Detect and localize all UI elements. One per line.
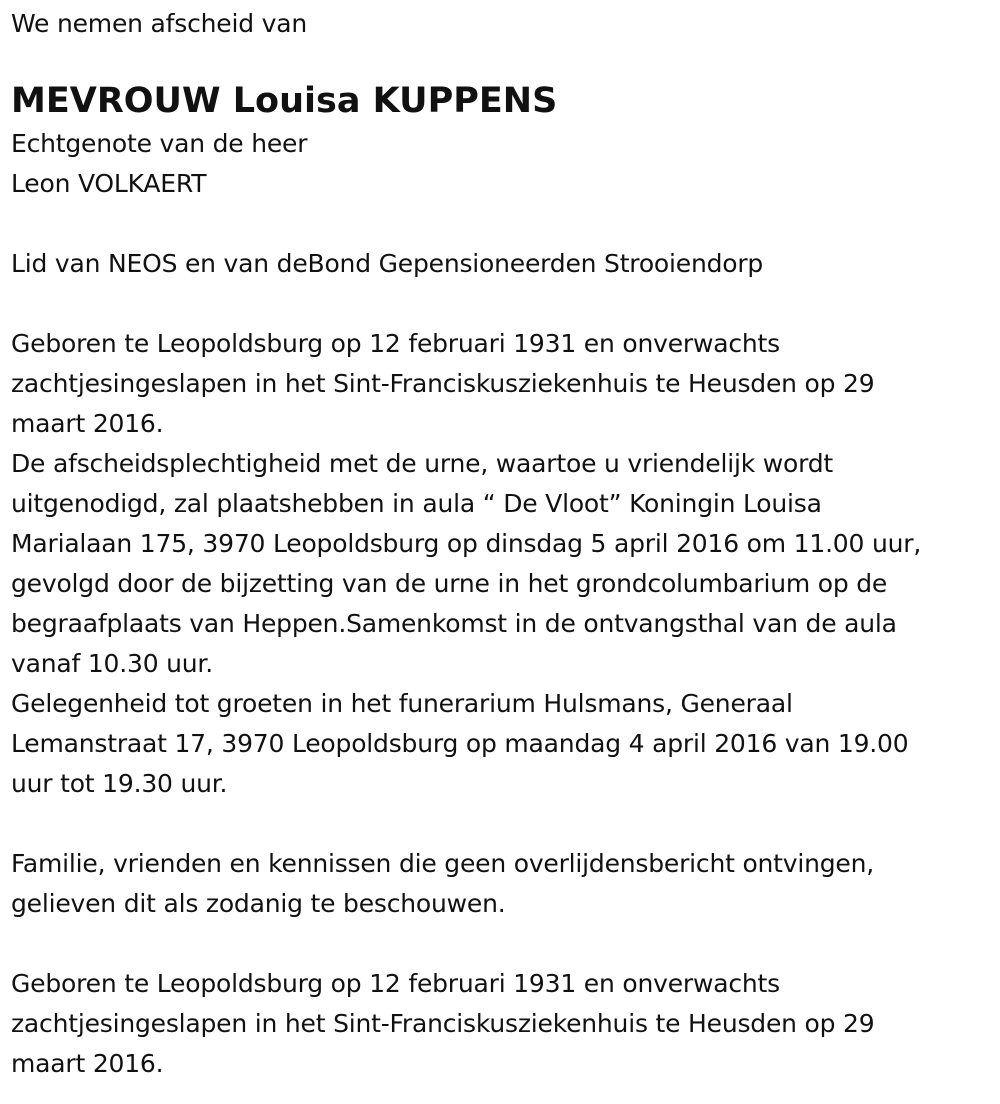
paragraph-line: uitgenodigd, zal plaatshebben in aula “ De Vloot” Koningin Louisa: [11, 489, 822, 518]
birth-repeat-line: zachtjesingeslapen in het Sint-Franciskusziekenhuis te Heusden op 29: [11, 1009, 875, 1038]
birth-repeat-line: maart 2016.: [11, 1049, 164, 1078]
deceased-name: MEVROUW Louisa KUPPENS: [11, 81, 558, 121]
family-note-line: Familie, vrienden en kennissen die geen overlijdensbericht ontvingen,: [11, 849, 875, 878]
intro-text: We nemen afscheid van: [11, 9, 307, 38]
spacer: [11, 804, 991, 844]
spacer: [11, 284, 991, 324]
paragraph-line: Marialaan 175, 3970 Leopoldsburg op dinsdag 5 april 2016 om 11.00 uur,: [11, 529, 922, 558]
birth-repeat-line: Geboren te Leopoldsburg op 12 februari 1931 en onverwachts: [11, 969, 780, 998]
family-note-line: gelieven dit als zodanig te beschouwen.: [11, 889, 506, 918]
spacer: [11, 924, 991, 964]
birth-repeat-paragraph: [11, 964, 991, 1084]
paragraph-line: Lemanstraat 17, 3970 Leopoldsburg op maandag 4 april 2016 van 19.00: [11, 729, 909, 758]
obituary-page: [11, 4, 991, 1084]
paragraph-line: gevolgd door de bijzetting van de urne in het grondcolumbarium op de: [11, 569, 888, 598]
paragraph-line: uur tot 19.30 uur.: [11, 769, 228, 798]
paragraph-line: vanaf 10.30 uur.: [11, 649, 213, 678]
family-note: [11, 844, 991, 924]
paragraph-line: maart 2016.: [11, 409, 164, 438]
paragraph-line: De afscheidsplechtigheid met de urne, waartoe u vriendelijk wordt: [11, 449, 833, 478]
main-paragraph: [11, 324, 991, 804]
paragraph-line: begraafplaats van Heppen.Samenkomst in de ontvangsthal van de aula: [11, 609, 897, 638]
paragraph-line: Geboren te Leopoldsburg op 12 februari 1931 en onverwachts: [11, 329, 780, 358]
membership-text: Lid van NEOS en van deBond Gepensioneerden Strooiendorp: [11, 249, 764, 278]
spouse-name: Leon VOLKAERT: [11, 169, 207, 198]
spacer: [11, 204, 991, 244]
spouse-line: Echtgenote van de heer: [11, 129, 308, 158]
paragraph-line: Gelegenheid tot groeten in het funerarium Hulsmans, Generaal: [11, 689, 793, 718]
paragraph-line: zachtjesingeslapen in het Sint-Franciskusziekenhuis te Heusden op 29: [11, 369, 875, 398]
